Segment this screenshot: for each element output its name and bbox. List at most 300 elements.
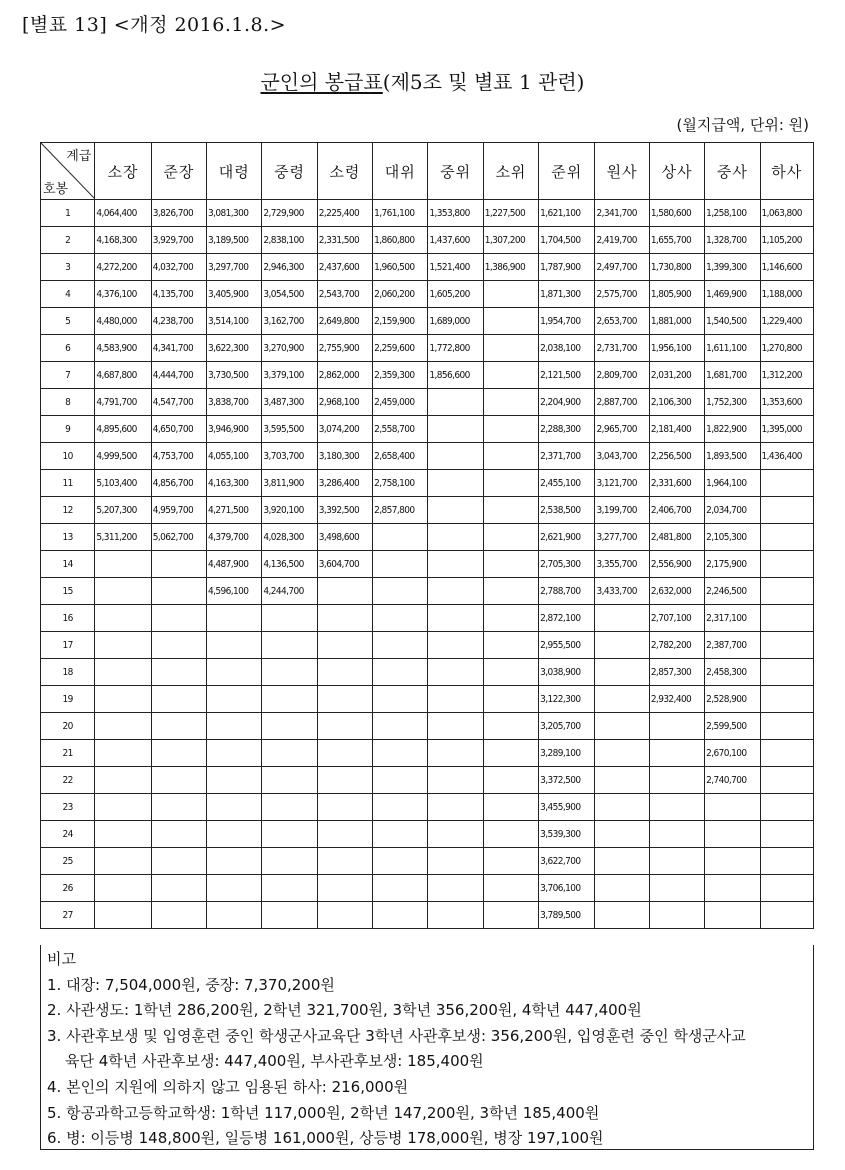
salary-cell: 2,204,900 <box>539 389 595 416</box>
salary-cell <box>373 578 428 605</box>
salary-cell: 2,497,700 <box>595 254 649 281</box>
salary-cell: 4,650,700 <box>151 416 206 443</box>
salary-cell <box>649 821 704 848</box>
salary-cell: 4,480,000 <box>95 308 151 335</box>
corner-step-label: 호봉 <box>43 182 69 197</box>
salary-cell <box>483 659 538 686</box>
salary-cell <box>262 821 317 848</box>
salary-cell: 1,893,500 <box>705 443 760 470</box>
salary-cell: 2,575,700 <box>595 281 649 308</box>
salary-cell <box>317 605 372 632</box>
salary-cell: 1,469,900 <box>705 281 760 308</box>
salary-cell <box>207 605 262 632</box>
salary-cell <box>483 308 538 335</box>
salary-cell: 2,731,700 <box>595 335 649 362</box>
table-row <box>41 389 814 416</box>
salary-cell <box>595 740 649 767</box>
salary-cell: 3,270,900 <box>262 335 317 362</box>
salary-cell: 2,872,100 <box>539 605 595 632</box>
step-cell: 11 <box>41 470 95 497</box>
salary-cell <box>760 740 814 767</box>
rank-header: 소령 <box>317 143 372 200</box>
salary-cell <box>373 848 428 875</box>
salary-cell: 5,311,200 <box>95 524 151 551</box>
table-row <box>41 524 814 551</box>
salary-table <box>40 142 814 929</box>
salary-cell: 2,406,700 <box>649 497 704 524</box>
salary-cell <box>95 659 151 686</box>
salary-cell: 3,372,500 <box>539 767 595 794</box>
salary-cell: 2,259,600 <box>373 335 428 362</box>
rank-header: 중위 <box>428 143 483 200</box>
table-row <box>41 686 814 713</box>
salary-cell <box>483 821 538 848</box>
salary-cell: 2,755,900 <box>317 335 372 362</box>
salary-cell: 5,207,300 <box>95 497 151 524</box>
salary-cell: 1,611,100 <box>705 335 760 362</box>
salary-cell: 1,580,600 <box>649 200 704 227</box>
document-header <box>22 10 286 37</box>
salary-cell <box>705 848 760 875</box>
salary-cell: 1,860,800 <box>373 227 428 254</box>
salary-cell: 2,965,700 <box>595 416 649 443</box>
table-row <box>41 443 814 470</box>
salary-cell: 1,752,300 <box>705 389 760 416</box>
note-line: 5. 항공과학고등학교학생: 1학년 117,000원, 2학년 147,200원, 3학년 185,400원 <box>47 1103 600 1122</box>
salary-cell: 2,455,100 <box>539 470 595 497</box>
salary-cell <box>373 713 428 740</box>
salary-cell: 3,121,700 <box>595 470 649 497</box>
salary-cell: 2,331,500 <box>317 227 372 254</box>
salary-cell <box>649 902 704 929</box>
salary-cell <box>595 794 649 821</box>
salary-cell <box>483 902 538 929</box>
salary-cell: 1,270,800 <box>760 335 814 362</box>
salary-cell: 1,437,600 <box>428 227 483 254</box>
salary-cell: 1,063,800 <box>760 200 814 227</box>
salary-cell <box>483 281 538 308</box>
corner-rank-label: 계급 <box>66 149 92 164</box>
salary-cell: 2,658,400 <box>373 443 428 470</box>
salary-cell: 4,856,700 <box>151 470 206 497</box>
salary-cell: 3,180,300 <box>317 443 372 470</box>
salary-cell <box>428 794 483 821</box>
salary-cell: 2,031,200 <box>649 362 704 389</box>
salary-cell: 3,297,700 <box>207 254 262 281</box>
salary-cell <box>207 632 262 659</box>
salary-cell: 3,122,300 <box>539 686 595 713</box>
table-row <box>41 551 814 578</box>
salary-cell: 2,225,400 <box>317 200 372 227</box>
salary-cell <box>262 632 317 659</box>
salary-cell <box>317 821 372 848</box>
salary-cell <box>207 767 262 794</box>
salary-cell: 3,604,700 <box>317 551 372 578</box>
step-cell: 14 <box>41 551 95 578</box>
salary-cell <box>317 794 372 821</box>
salary-cell: 4,959,700 <box>151 497 206 524</box>
salary-cell: 1,436,400 <box>760 443 814 470</box>
salary-cell: 1,689,000 <box>428 308 483 335</box>
step-cell: 5 <box>41 308 95 335</box>
salary-cell <box>207 740 262 767</box>
salary-cell <box>595 848 649 875</box>
salary-cell <box>95 605 151 632</box>
step-cell: 25 <box>41 848 95 875</box>
step-cell: 13 <box>41 524 95 551</box>
salary-cell: 1,395,000 <box>760 416 814 443</box>
salary-cell: 1,229,400 <box>760 308 814 335</box>
salary-cell <box>760 551 814 578</box>
salary-cell <box>95 767 151 794</box>
salary-cell: 3,038,900 <box>539 659 595 686</box>
salary-cell <box>595 632 649 659</box>
salary-cell: 1,312,200 <box>760 362 814 389</box>
salary-cell <box>151 605 206 632</box>
salary-cell: 2,707,100 <box>649 605 704 632</box>
salary-cell: 3,162,700 <box>262 308 317 335</box>
salary-cell <box>595 767 649 794</box>
salary-cell: 4,791,700 <box>95 389 151 416</box>
salary-cell: 3,289,100 <box>539 740 595 767</box>
salary-cell <box>595 686 649 713</box>
salary-cell <box>760 524 814 551</box>
salary-cell <box>760 470 814 497</box>
salary-cell: 3,081,300 <box>207 200 262 227</box>
salary-cell: 3,811,900 <box>262 470 317 497</box>
salary-cell <box>760 497 814 524</box>
table-row <box>41 362 814 389</box>
salary-cell: 4,487,900 <box>207 551 262 578</box>
salary-cell: 2,649,800 <box>317 308 372 335</box>
salary-cell <box>649 740 704 767</box>
salary-cell <box>760 632 814 659</box>
salary-cell: 3,498,600 <box>317 524 372 551</box>
salary-cell: 1,681,700 <box>705 362 760 389</box>
salary-cell <box>151 632 206 659</box>
salary-cell: 3,355,700 <box>595 551 649 578</box>
salary-cell: 3,826,700 <box>151 200 206 227</box>
salary-cell <box>760 767 814 794</box>
salary-cell: 4,272,200 <box>95 254 151 281</box>
salary-cell: 2,632,000 <box>649 578 704 605</box>
salary-cell <box>262 605 317 632</box>
salary-cell: 3,929,700 <box>151 227 206 254</box>
salary-cell <box>151 659 206 686</box>
revision-date: <개정 2016.1.8.> <box>113 14 287 36</box>
salary-cell <box>373 686 428 713</box>
salary-cell: 1,227,500 <box>483 200 538 227</box>
salary-cell: 1,621,100 <box>539 200 595 227</box>
salary-cell <box>649 848 704 875</box>
salary-cell: 3,514,100 <box>207 308 262 335</box>
salary-cell: 2,331,600 <box>649 470 704 497</box>
salary-cell: 4,271,500 <box>207 497 262 524</box>
salary-cell: 4,547,700 <box>151 389 206 416</box>
salary-cell: 4,064,400 <box>95 200 151 227</box>
salary-cell <box>317 740 372 767</box>
step-cell: 2 <box>41 227 95 254</box>
salary-cell <box>483 713 538 740</box>
salary-cell: 2,387,700 <box>705 632 760 659</box>
salary-cell: 3,277,700 <box>595 524 649 551</box>
salary-cell: 2,288,300 <box>539 416 595 443</box>
salary-cell <box>483 362 538 389</box>
salary-cell <box>428 767 483 794</box>
salary-cell: 1,960,500 <box>373 254 428 281</box>
salary-cell <box>483 767 538 794</box>
salary-cell <box>317 875 372 902</box>
salary-cell: 3,379,100 <box>262 362 317 389</box>
salary-cell: 3,595,500 <box>262 416 317 443</box>
salary-cell: 2,359,300 <box>373 362 428 389</box>
rank-header: 대위 <box>373 143 428 200</box>
salary-cell: 2,437,600 <box>317 254 372 281</box>
salary-cell: 2,060,200 <box>373 281 428 308</box>
salary-cell: 2,782,200 <box>649 632 704 659</box>
salary-cell: 3,703,700 <box>262 443 317 470</box>
salary-cell: 1,521,400 <box>428 254 483 281</box>
salary-cell: 1,956,100 <box>649 335 704 362</box>
salary-cell <box>428 875 483 902</box>
step-cell: 17 <box>41 632 95 659</box>
salary-cell: 3,946,900 <box>207 416 262 443</box>
salary-cell <box>760 821 814 848</box>
salary-cell: 3,189,500 <box>207 227 262 254</box>
step-cell: 6 <box>41 335 95 362</box>
table-body <box>41 200 814 929</box>
salary-cell: 2,246,500 <box>705 578 760 605</box>
salary-cell <box>483 605 538 632</box>
salary-cell: 2,481,800 <box>649 524 704 551</box>
salary-cell: 1,856,600 <box>428 362 483 389</box>
salary-cell <box>483 524 538 551</box>
note-line: 육단 4학년 사관후보생: 447,400원, 부사관후보생: 185,400원 <box>65 1052 484 1071</box>
salary-cell: 3,622,300 <box>207 335 262 362</box>
salary-cell <box>760 578 814 605</box>
note-line: 3. 사관후보생 및 입영훈련 중인 학생군사교육단 3학년 사관후보생: 356,200원, 입영훈련 중인 학생군사교 <box>47 1026 746 1045</box>
step-cell: 7 <box>41 362 95 389</box>
salary-cell: 3,730,500 <box>207 362 262 389</box>
step-cell: 1 <box>41 200 95 227</box>
salary-cell <box>483 335 538 362</box>
salary-cell <box>95 875 151 902</box>
salary-cell: 4,687,800 <box>95 362 151 389</box>
salary-cell: 4,028,300 <box>262 524 317 551</box>
salary-cell <box>317 686 372 713</box>
salary-cell <box>262 794 317 821</box>
table-row <box>41 605 814 632</box>
annex-label: [별표 13] <box>22 14 108 36</box>
notes-section <box>40 945 814 1150</box>
salary-cell: 2,105,300 <box>705 524 760 551</box>
salary-cell <box>705 821 760 848</box>
salary-cell: 1,881,000 <box>649 308 704 335</box>
salary-cell <box>373 875 428 902</box>
salary-cell <box>262 902 317 929</box>
salary-cell: 2,175,900 <box>705 551 760 578</box>
salary-cell: 1,328,700 <box>705 227 760 254</box>
salary-cell <box>483 875 538 902</box>
salary-cell <box>483 416 538 443</box>
salary-cell: 3,455,900 <box>539 794 595 821</box>
salary-cell: 3,487,300 <box>262 389 317 416</box>
salary-cell: 4,168,300 <box>95 227 151 254</box>
rank-header: 대령 <box>207 143 262 200</box>
corner-cell <box>41 143 95 200</box>
salary-cell <box>373 524 428 551</box>
salary-cell <box>428 605 483 632</box>
step-cell: 22 <box>41 767 95 794</box>
salary-cell: 4,032,700 <box>151 254 206 281</box>
salary-cell <box>317 767 372 794</box>
table-row <box>41 713 814 740</box>
salary-cell: 1,605,200 <box>428 281 483 308</box>
salary-cell <box>262 848 317 875</box>
salary-cell: 1,188,000 <box>760 281 814 308</box>
salary-cell <box>95 713 151 740</box>
salary-cell <box>483 632 538 659</box>
note-line: 1. 대장: 7,504,000원, 중장: 7,370,200원 <box>47 975 335 994</box>
salary-cell <box>151 875 206 902</box>
salary-cell: 2,887,700 <box>595 389 649 416</box>
salary-cell <box>595 659 649 686</box>
salary-cell: 3,286,400 <box>317 470 372 497</box>
salary-cell <box>151 902 206 929</box>
salary-cell <box>483 443 538 470</box>
rank-header: 중사 <box>705 143 760 200</box>
salary-cell: 2,670,100 <box>705 740 760 767</box>
salary-cell <box>428 821 483 848</box>
salary-cell: 2,862,000 <box>317 362 372 389</box>
note-line: 4. 본인의 지원에 의하지 않고 임용된 하사: 216,000원 <box>47 1077 409 1096</box>
table-row <box>41 200 814 227</box>
salary-cell <box>317 659 372 686</box>
salary-cell: 1,964,100 <box>705 470 760 497</box>
salary-cell: 3,405,900 <box>207 281 262 308</box>
salary-cell: 3,622,700 <box>539 848 595 875</box>
salary-cell <box>151 740 206 767</box>
salary-cell <box>317 848 372 875</box>
salary-cell <box>428 632 483 659</box>
salary-cell: 2,121,500 <box>539 362 595 389</box>
salary-cell: 3,392,500 <box>317 497 372 524</box>
salary-cell <box>428 848 483 875</box>
salary-cell: 1,386,900 <box>483 254 538 281</box>
salary-cell: 1,399,300 <box>705 254 760 281</box>
table-row <box>41 767 814 794</box>
salary-cell <box>151 767 206 794</box>
notes-heading: 비고 <box>47 950 76 968</box>
table-row <box>41 308 814 335</box>
step-cell: 24 <box>41 821 95 848</box>
salary-cell <box>760 686 814 713</box>
salary-cell: 4,341,700 <box>151 335 206 362</box>
salary-cell: 4,376,100 <box>95 281 151 308</box>
salary-cell <box>760 848 814 875</box>
salary-cell <box>95 821 151 848</box>
table-row <box>41 848 814 875</box>
page-title <box>0 66 845 95</box>
salary-cell <box>483 740 538 767</box>
salary-cell <box>262 713 317 740</box>
salary-cell <box>317 902 372 929</box>
salary-cell <box>649 713 704 740</box>
salary-cell: 2,946,300 <box>262 254 317 281</box>
salary-cell <box>428 902 483 929</box>
salary-cell: 1,146,600 <box>760 254 814 281</box>
salary-cell <box>760 713 814 740</box>
salary-cell: 2,621,900 <box>539 524 595 551</box>
salary-cell: 3,205,700 <box>539 713 595 740</box>
salary-cell <box>151 821 206 848</box>
salary-cell <box>373 605 428 632</box>
salary-cell: 1,822,900 <box>705 416 760 443</box>
salary-cell: 3,706,100 <box>539 875 595 902</box>
salary-cell <box>151 686 206 713</box>
table-row <box>41 821 814 848</box>
table-row <box>41 578 814 605</box>
table-row <box>41 416 814 443</box>
step-cell: 15 <box>41 578 95 605</box>
salary-cell: 2,932,400 <box>649 686 704 713</box>
salary-cell: 3,074,200 <box>317 416 372 443</box>
salary-cell: 2,556,900 <box>649 551 704 578</box>
salary-cell <box>483 578 538 605</box>
salary-cell: 2,106,300 <box>649 389 704 416</box>
step-cell: 3 <box>41 254 95 281</box>
step-cell: 16 <box>41 605 95 632</box>
table-row <box>41 902 814 929</box>
salary-cell: 4,163,300 <box>207 470 262 497</box>
step-cell: 12 <box>41 497 95 524</box>
salary-cell: 2,341,700 <box>595 200 649 227</box>
salary-cell <box>705 794 760 821</box>
table-row <box>41 632 814 659</box>
rank-header: 소장 <box>95 143 151 200</box>
salary-cell: 2,857,300 <box>649 659 704 686</box>
salary-cell: 2,558,700 <box>373 416 428 443</box>
rank-header: 준위 <box>539 143 595 200</box>
salary-cell: 4,583,900 <box>95 335 151 362</box>
salary-cell <box>760 875 814 902</box>
salary-cell <box>95 686 151 713</box>
salary-cell: 1,772,800 <box>428 335 483 362</box>
salary-cell: 1,353,800 <box>428 200 483 227</box>
salary-cell <box>373 659 428 686</box>
salary-cell <box>428 713 483 740</box>
note-line: 2. 사관생도: 1학년 286,200원, 2학년 321,700원, 3학년 356,200원, 4학년 447,400원 <box>47 1001 642 1020</box>
salary-cell <box>207 821 262 848</box>
salary-cell <box>595 875 649 902</box>
table-row <box>41 875 814 902</box>
salary-cell <box>262 686 317 713</box>
salary-cell: 4,238,700 <box>151 308 206 335</box>
salary-cell: 3,539,300 <box>539 821 595 848</box>
salary-cell <box>95 578 151 605</box>
salary-cell: 1,105,200 <box>760 227 814 254</box>
salary-cell: 3,054,500 <box>262 281 317 308</box>
salary-cell <box>207 686 262 713</box>
title-main: 군인의 봉급표 <box>260 70 383 94</box>
salary-cell <box>428 470 483 497</box>
salary-cell <box>428 659 483 686</box>
step-cell: 23 <box>41 794 95 821</box>
salary-cell: 1,307,200 <box>483 227 538 254</box>
salary-cell: 3,838,700 <box>207 389 262 416</box>
step-cell: 21 <box>41 740 95 767</box>
salary-cell: 3,920,100 <box>262 497 317 524</box>
